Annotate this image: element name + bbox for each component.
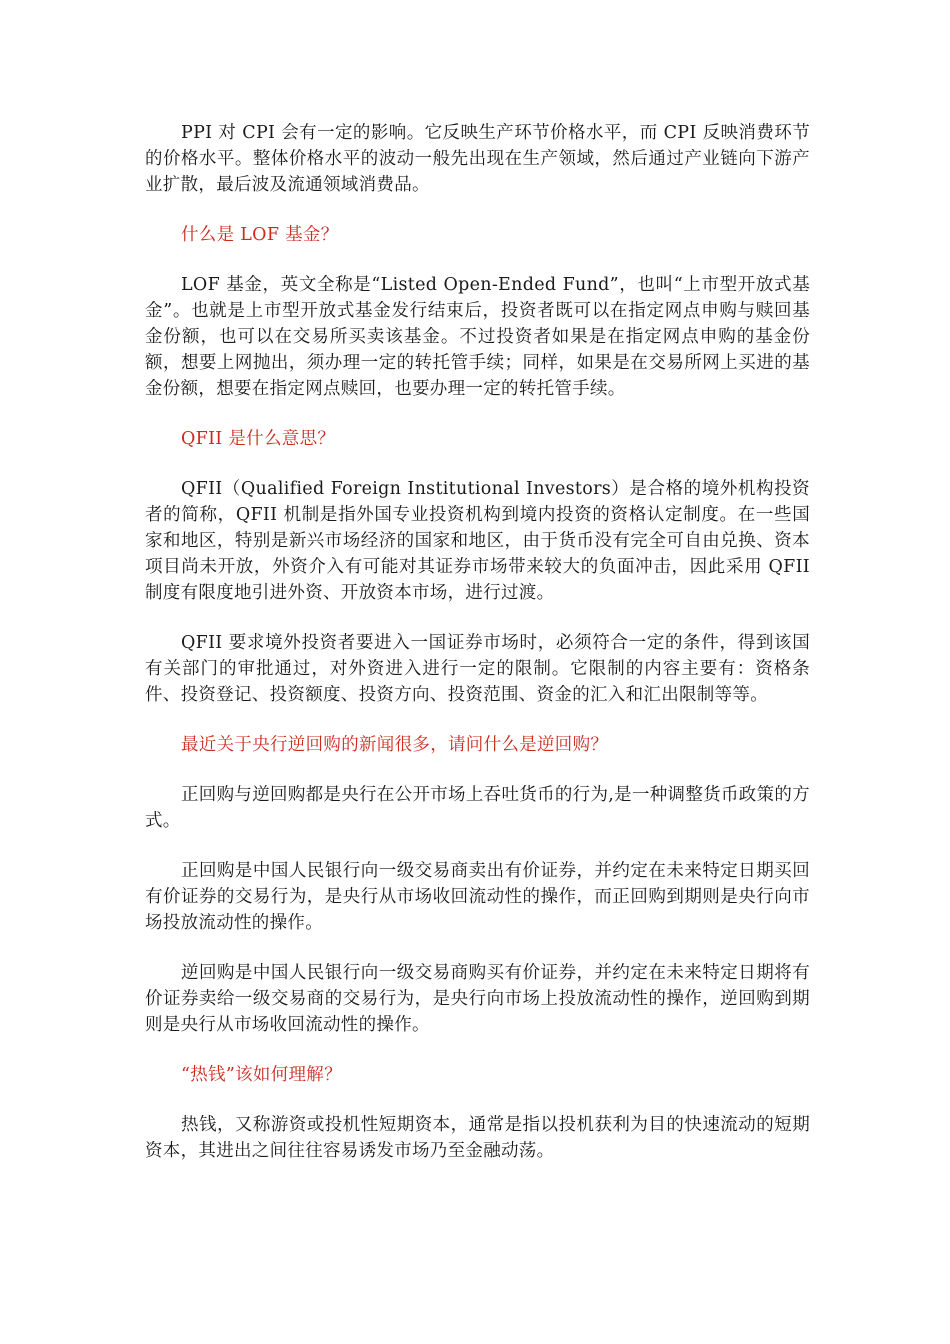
question-heading-qfii: QFII 是什么意思？ (181, 429, 336, 449)
paragraph-hot-money: 热钱，又称游资或投机性短期资本，通常是指以投机获利为目的快速流动的短期资本，其进出之间往往容易诱发市场乃至金融动荡。 (145, 1115, 810, 1161)
paragraph-reverse-repo: 逆回购是中国人民银行向一级交易商购买有价证券，并约定在未来特定日期将有价证券卖给一级交易商的交易行为，是央行向市场上投放流动性的操作，逆回购到期则是央行从市场收回流动性的操作。 (145, 963, 810, 1035)
question-heading-hot-money: “热钱”该如何理解？ (181, 1065, 342, 1085)
question-heading-lof: 什么是 LOF 基金？ (181, 225, 339, 245)
document-body (145, 120, 810, 1188)
question-heading-reverse-repo: 最近关于央行逆回购的新闻很多，请问什么是逆回购？ (181, 735, 609, 755)
paragraph-ppi-cpi: PPI 对 CPI 会有一定的影响。它反映生产环节价格水平，而 CPI 反映消费环节的价格水平。整体价格水平的波动一般先出现在生产领域，然后通过产业链向下游产业扩散，最后波及流通领域消费品。 (145, 123, 810, 195)
paragraph-qfii-definition: QFII（Qualified Foreign Institutional Investors）是合格的境外机构投资者的简称，QFII 机制是指外国专业投资机构到境内投资的资格认定制度。在一些国家和地区，特别是新兴市场经济的国家和地区，由于货币没有完全可自由兑换、资本项目尚未开放，外资介入有可能对其证券市场带来较大的负面冲击，因此采用 QFII 制度有限度地引进外资、开放资本市场，进行过渡。 (145, 479, 810, 603)
paragraph-repo-overview: 正回购与逆回购都是央行在公开市场上吞吐货币的行为,是一种调整货币政策的方式。 (145, 785, 810, 831)
paragraph-lof: LOF 基金，英文全称是“Listed Open-Ended Fund”，也叫“上市型开放式基金”。也就是上市型开放式基金发行结束后，投资者既可以在指定网点申购与赎回基金份额，也可以在交易所买卖该基金。不过投资者如果是在指定网点申购的基金份额，想要上网抛出，须办理一定的转托管手续；同样，如果是在交易所网上买进的基金份额，想要在指定网点赎回，也要办理一定的转托管手续。 (145, 275, 810, 399)
paragraph-qfii-requirements: QFII 要求境外投资者要进入一国证券市场时，必须符合一定的条件，得到该国有关部门的审批通过，对外资进入进行一定的限制。它限制的内容主要有：资格条件、投资登记、投资额度、投资方向、投资范围、资金的汇入和汇出限制等等。 (145, 633, 810, 705)
paragraph-repo: 正回购是中国人民银行向一级交易商卖出有价证券，并约定在未来特定日期买回有价证券的交易行为，是央行从市场收回流动性的操作，而正回购到期则是央行向市场投放流动性的操作。 (145, 861, 810, 933)
